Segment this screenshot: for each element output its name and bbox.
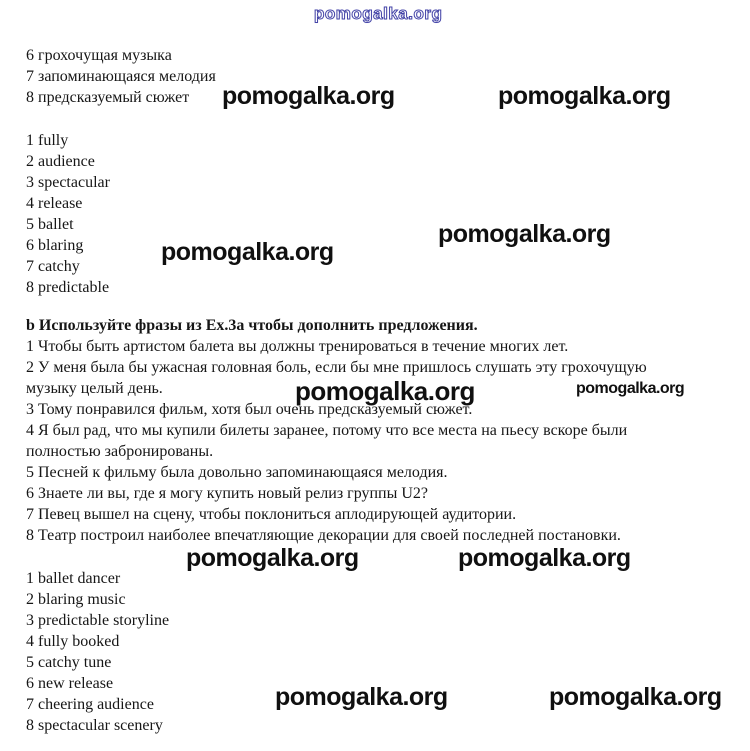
site-watermark: pomogalka.org	[576, 380, 685, 397]
site-watermark: pomogalka.org	[222, 82, 395, 110]
text-line: 3 predictable storyline	[26, 612, 170, 629]
site-watermark: pomogalka.org	[458, 544, 631, 572]
text-line: 7 Певец вышел на сцену, чтобы поклониться аплодирующей аудитории.	[26, 506, 517, 523]
text-line: 8 spectacular scenery	[26, 717, 163, 734]
site-watermark: pomogalka.org	[549, 683, 722, 711]
text-line: 6 Знаете ли вы, где я могу купить новый релиз группы U2?	[26, 485, 429, 502]
site-watermark: pomogalka.org	[275, 683, 448, 711]
text-line: 4 Я был рад, что мы купили билеты заранее, потому что все места на пьесу вскоре были	[26, 422, 628, 439]
text-line: 6 new release	[26, 675, 114, 692]
text-line: 5 catchy tune	[26, 654, 112, 671]
text-line: 3 Тому понравился фильм, хотя был очень предсказуемый сюжет.	[26, 401, 473, 418]
text-line: 8 predictable	[26, 279, 110, 296]
text-line: 1 fully	[26, 132, 69, 149]
text-line: 4 release	[26, 195, 83, 212]
text-line: 6 грохочущая музыка	[26, 47, 172, 64]
english-phrase-list	[26, 568, 169, 736]
text-line: 7 cheering audience	[26, 696, 154, 713]
text-line: 5 ballet	[26, 216, 74, 233]
text-line: 3 spectacular	[26, 174, 110, 191]
site-watermark-outline: pomogalka.org	[314, 4, 443, 23]
text-line: 1 Чтобы быть артистом балета вы должны тренироваться в течение многих лет.	[26, 338, 569, 355]
russian-answers-list	[26, 45, 216, 108]
site-watermark: pomogalka.org	[438, 220, 611, 248]
site-watermark: pomogalka.org	[498, 82, 671, 110]
text-line: 5 Песней к фильму была довольно запоминающаяся мелодия.	[26, 464, 448, 481]
text-line: 6 blaring	[26, 237, 84, 254]
site-watermark: pomogalka.org	[295, 376, 475, 406]
text-line: 7 catchy	[26, 258, 80, 275]
text-line: 2 audience	[26, 153, 95, 170]
english-word-list	[26, 130, 110, 298]
text-line: полностью забронированы.	[26, 443, 214, 460]
site-watermark: pomogalka.org	[186, 544, 359, 572]
text-line: 8 Театр построил наиболее впечатляющие декорации для своей последней постановки.	[26, 527, 621, 544]
text-line: 4 fully booked	[26, 633, 120, 650]
text-line: музыку целый день.	[26, 380, 163, 397]
site-watermark: pomogalka.org	[161, 238, 334, 266]
text-line: 2 У меня была бы ужасная головная боль, если бы мне пришлось слушать эту грохочущую	[26, 359, 647, 376]
exercise-b-section	[26, 315, 647, 546]
text-line: 7 запоминающаяся мелодия	[26, 68, 216, 85]
text-line: 8 предсказуемый сюжет	[26, 89, 190, 106]
exercise-b-sentences	[26, 336, 647, 546]
text-line: 2 blaring music	[26, 591, 126, 608]
text-line: 1 ballet dancer	[26, 570, 121, 587]
exercise-b-heading: b Используйте фразы из Ex.3a чтобы дополнить предложения.	[26, 317, 478, 334]
